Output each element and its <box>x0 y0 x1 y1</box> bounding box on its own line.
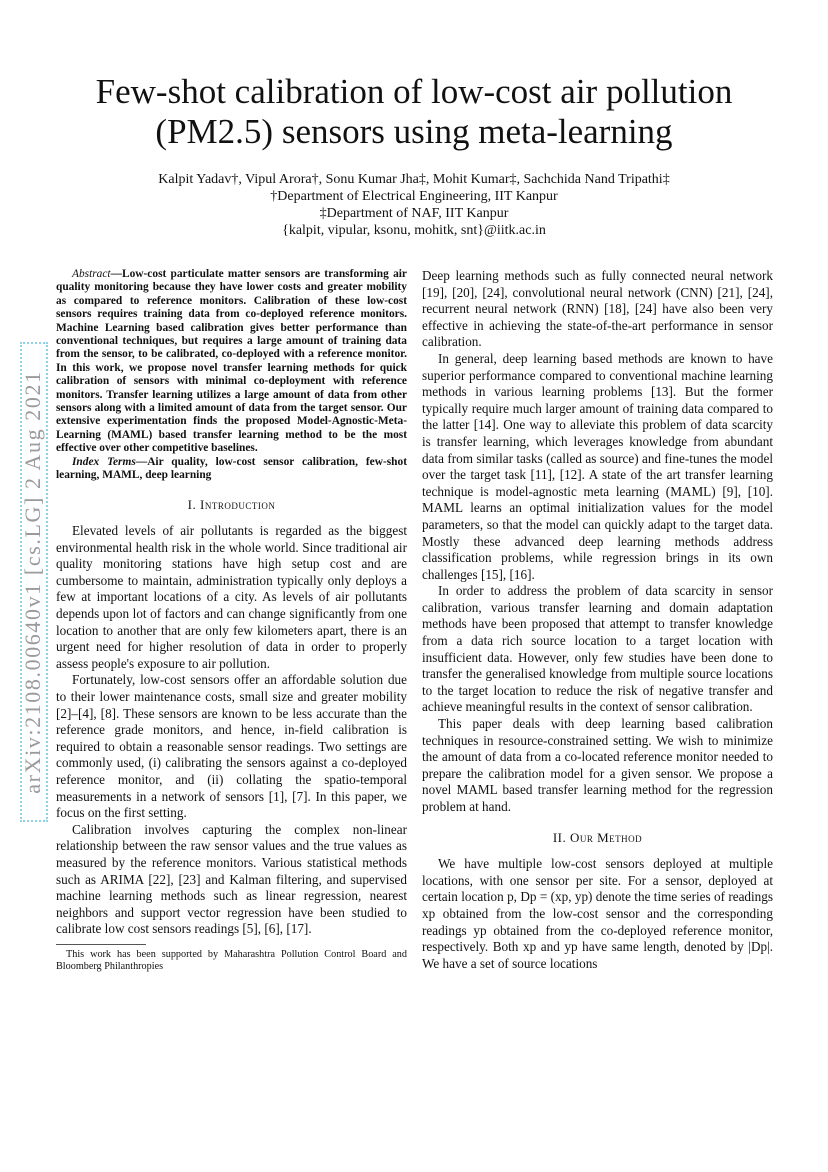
arxiv-identifier[interactable]: arXiv:2108.00640v1 [cs.LG] 2 Aug 2021 <box>20 370 45 794</box>
intro-paragraph-3: Calibration involves capturing the complex non-linear relationship between the raw sensor values and the true values as measured by the reference monitors. Various statistical methods such as ARIMA [22], [23] and Kalman filtering, and supervised machine learning methods such as linear regression, nearest neighbors and support vector regression have been studied to calibrate low cost sensors readings [5], [6], [17]. <box>56 821 407 937</box>
author-list: Kalpit Yadav†, Vipul Arora†, Sonu Kumar Jha‡, Mohit Kumar‡, Sachchida Nand Tripathi‡ <box>158 172 670 187</box>
method-paragraph-1: We have multiple low-cost sensors deployed at multiple locations, with one sensor per site. For a sensor, deployed at certain location p, Dp = (xp, yp) denote the time series of readings xp obtained from the low-cost sensor and the corresponding readings yp obtained from the co-deployed reference monitor, respectively. Both xp and yp have same length, denoted by |Dp|. We have a set of source locations <box>422 856 773 971</box>
index-terms-text: —Air quality, low-cost sensor calibration, few-shot learning, MAML, deep learning <box>56 455 407 482</box>
title-line-2: (PM2.5) sensors using meta-learning <box>155 112 673 151</box>
intro-paragraph-1: Elevated levels of air pollutants is regarded as the biggest environmental health risk in the whole world. Since traditional air quality monitoring stations have high setup cost and are cumbersome to maintain, administration typically only deploys a few at important locations of a city. As levels of air pollutants depends upon lot of factors and can change significantly from one location to another that are only few kilometers apart, there is an urgent need for higher resolution of data in order to properly assess people's exposure to air pollution. <box>56 523 407 671</box>
arxiv-stamp <box>16 342 56 822</box>
title-line-1: Few-shot calibration of low-cost air pollution <box>95 72 733 111</box>
left-column <box>56 268 407 973</box>
author-emails: {kalpit, vipular, ksonu, mohitk, snt}@iitk.ac.in <box>282 223 546 238</box>
intro-paragraph-2: Fortunately, low-cost sensors offer an affordable solution due to their lower maintenance costs, small size and greater mobility [2]–[4], [8]. These sensors are known to be less accurate than the reference grade monitors, and hence, in-field calibration is required to obtain a reasonable sensor readings. Two settings are commonly used, (i) calibrating the sensors against a co-deployed reference monitor, and (ii) collating the spatio-temporal measurements in a network of sensors [1], [7]. In this paper, we focus on the first setting. <box>56 672 407 821</box>
right-paragraph-3: In order to address the problem of data scarcity in sensor calibration, various transfer learning and domain adaptation methods have been proposed that attempt to transfer knowledge from a data rich source location to a target location with insufficient data. However, only few studies have been done to transfer the generalised knowledge from multiple source locations to the target location to reduce the risk of negative transfer and achieve meaningful results in the context of sensor calibration. <box>422 583 773 715</box>
abstract-text: —Low-cost particulate matter sensors are transforming air quality monitoring because they have lower costs and greater mobility as compared to reference monitors. Calibration of these low-cost sensors requires training data from co-deployed reference monitors. Machine Learning based calibration gives better performance than conventional techniques, but requires a large amount of training data from the sensor, to be calibrated, co-deployed with a reference monitor. In this work, we propose novel transfer learning methods for quick calibration of sensors with minimal co-deployment with reference monitors. Transfer learning utilizes a large amount of data from other sensors along with a limited amount of data from the target sensor. Our extensive experimentation finds the proposed Model-Agnostic-Meta-Learning (MAML) based transfer learning method to be the most effective over other competitive baselines. <box>56 268 407 455</box>
paper-title <box>70 72 758 152</box>
right-paragraph-2: In general, deep learning based methods are known to have superior performance compared to conventional machine learning methods in various learning problems [13]. But the former typically require much larger amount of training data compared to the latter [14]. One way to alleviate this problem of data scarcity is transfer learning, which leverages knowledge from abundant data from similar tasks (called as source) and fine-tunes the model over the target task [11], [12]. A state of the art transfer learning technique is model-agnostic meta learning (MAML) [9], [10]. MAML learns an optimal initialization values for the model parameters, so that the model can quickly adapt to the target data. Mostly these advanced deep learning methods address classification problems, while regression brings in its own challenges [15], [16]. <box>422 350 773 582</box>
section-heading-method: II. Our Method <box>552 829 643 845</box>
abstract-label: Abstract <box>72 268 111 280</box>
footnote-funding: This work has been supported by Maharashtra Pollution Control Board and Bloomberg Philanthropies <box>56 948 407 972</box>
right-paragraph-1: Deep learning methods such as fully connected neural network [19], [20], [24], convolutional neural network (CNN) [21], [24], recurrent neural network (RNN) [18], [24] have also been very effective in achieving the state-of-the-art performance in sensor calibration. <box>422 268 773 350</box>
affiliation-ee: †Department of Electrical Engineering, IIT Kanpur <box>270 189 558 204</box>
affiliation-naf: ‡Department of NAF, IIT Kanpur <box>319 206 509 221</box>
index-terms-label: Index Terms <box>72 455 136 468</box>
footnote-rule <box>56 944 146 945</box>
abstract <box>56 268 407 456</box>
index-terms <box>56 456 407 483</box>
right-paragraph-4: This paper deals with deep learning based calibration techniques in resource-constrained setting. We wish to minimize the amount of data from a co-located reference monitor needed to prepare the calibration model for a given sensor. We propose a novel MAML based transfer learning method for the regression problem at hand. <box>422 716 773 814</box>
section-heading-introduction: I. Introduction <box>187 496 276 512</box>
right-column <box>422 268 773 972</box>
